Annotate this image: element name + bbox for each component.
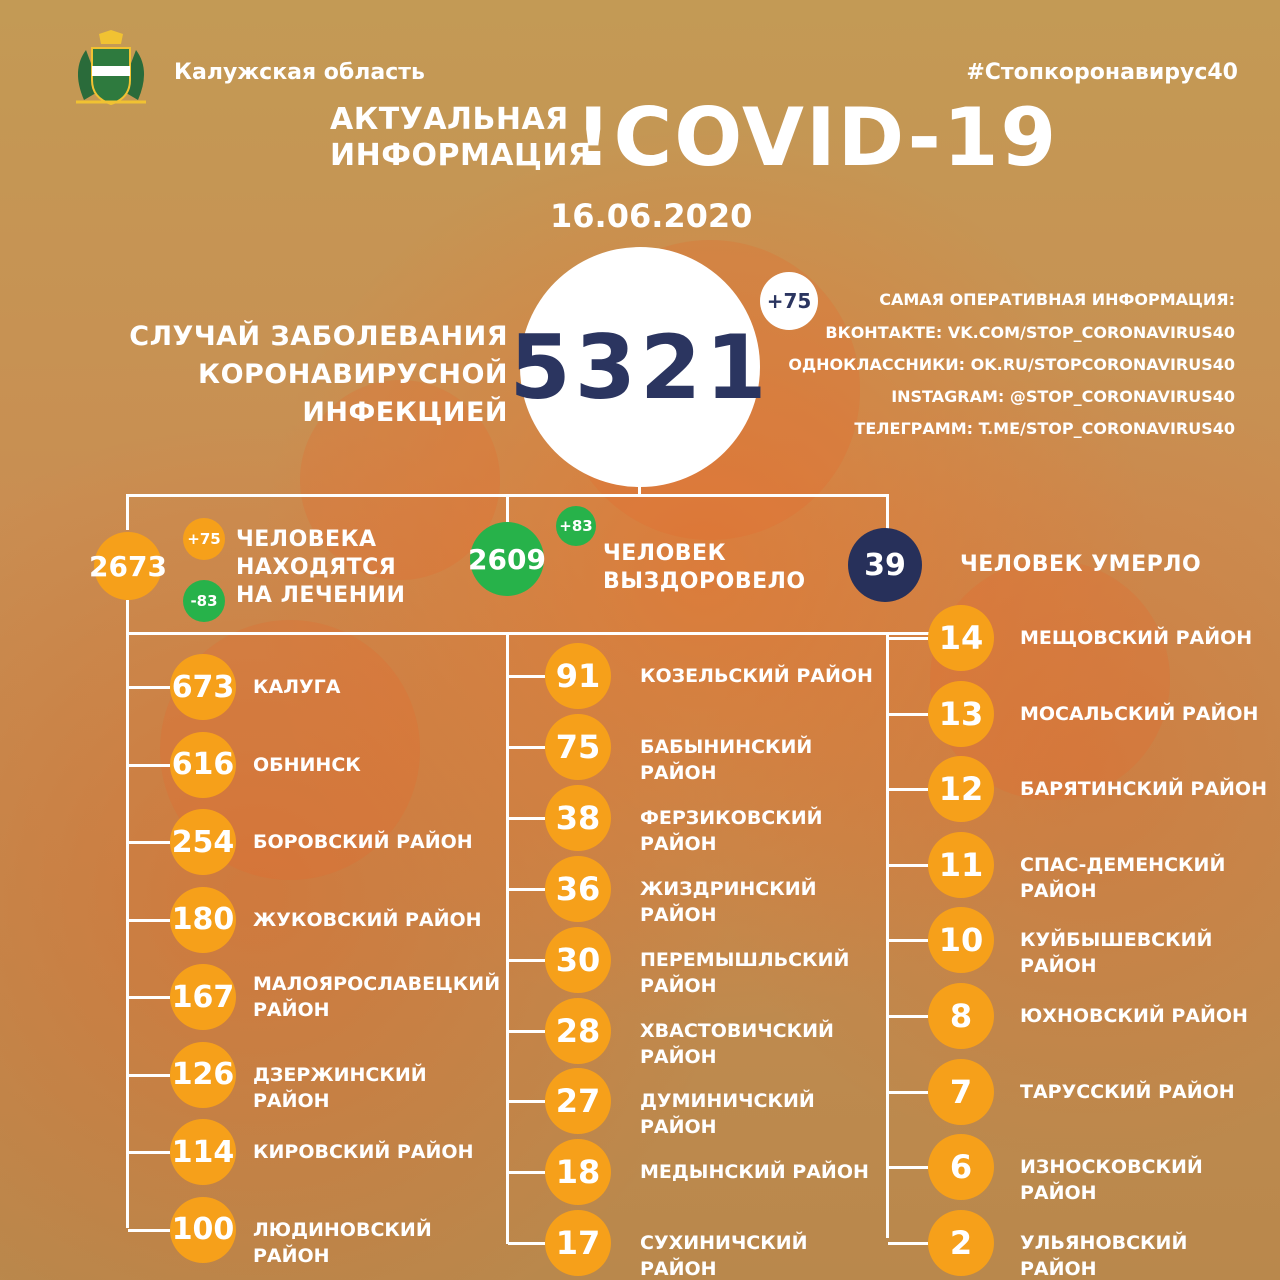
district-connector	[888, 939, 928, 942]
district-count-circle	[170, 964, 236, 1030]
connector-line	[886, 632, 889, 1238]
district-connector	[508, 959, 545, 962]
recovered-label	[603, 540, 806, 596]
district-count-value: 91	[555, 657, 601, 695]
total-delta-badge	[760, 272, 818, 330]
district-connector	[508, 1171, 545, 1174]
report-date: 16.06.2020	[550, 197, 753, 235]
died-count-circle	[848, 528, 922, 602]
district-name: БОРОВСКИЙ РАЙОН	[253, 831, 473, 853]
district-count-value: 167	[171, 979, 235, 1015]
district-connector	[128, 1229, 170, 1232]
district-count-circle	[928, 1210, 994, 1276]
connector-line	[126, 600, 129, 636]
district-count-circle	[928, 756, 994, 822]
district-name: КИРОВСКИЙ РАЙОН	[253, 1141, 474, 1163]
district-count-circle	[928, 907, 994, 973]
district-count-circle	[170, 654, 236, 720]
district-connector	[888, 788, 928, 791]
district-count-value: 7	[949, 1072, 973, 1111]
died-count-value: 39	[864, 547, 906, 583]
treatment-label-line-1: ЧЕЛОВЕКА	[236, 527, 377, 552]
district-name: ЛЮДИНОВСКИЙ РАЙОН	[253, 1218, 432, 1267]
district-count-value: 27	[555, 1082, 601, 1121]
district-connector	[128, 1074, 170, 1077]
district-count-value: 6	[949, 1148, 973, 1187]
info-heading: САМАЯ ОПЕРАТИВНАЯ ИНФОРМАЦИЯ:	[879, 290, 1235, 309]
connector-line	[126, 494, 129, 530]
recovered-label-line-1: ЧЕЛОВЕК	[603, 541, 727, 566]
treatment-count-value: 2673	[89, 549, 167, 583]
district-connector	[508, 746, 545, 749]
district-count-value: 13	[938, 694, 984, 733]
treatment-minus-badge	[183, 580, 225, 622]
district-count-circle	[928, 1134, 994, 1200]
treatment-count-circle	[89, 532, 167, 600]
district-count-circle	[170, 1042, 236, 1108]
district-count-circle	[545, 714, 611, 780]
district-count-circle	[928, 1059, 994, 1125]
district-name: БАРЯТИНСКИЙ РАЙОН	[1020, 778, 1267, 801]
district-count-circle	[170, 809, 236, 875]
district-name: ТАРУССКИЙ РАЙОН	[1020, 1080, 1235, 1103]
district-name: ОБНИНСК	[253, 753, 361, 776]
info-ok[interactable]: ОДНОКЛАССНИКИ: OK.RU/STOPCORONAVIRUS40	[788, 355, 1235, 374]
district-count-circle	[545, 1068, 611, 1134]
connector-line	[126, 632, 129, 1228]
district-count-circle	[170, 732, 236, 798]
connector-line	[506, 632, 509, 1244]
died-label: ЧЕЛОВЕК УМЕРЛО	[960, 552, 1202, 577]
district-count-value: 12	[938, 770, 984, 809]
district-count-value: 18	[555, 1153, 601, 1192]
district-count-circle	[545, 856, 611, 922]
total-cases-value: 5321	[509, 315, 771, 419]
district-name: КУЙБЫШЕВСКИЙ РАЙОН	[1020, 929, 1213, 978]
district-count-circle	[545, 785, 611, 851]
district-count-circle	[545, 1210, 611, 1276]
district-connector	[128, 919, 170, 922]
district-name: УЛЬЯНОВСКИЙ РАЙОН	[1020, 1231, 1188, 1280]
recovered-count-value: 2609	[468, 542, 546, 576]
district-name: СУХИНИЧСКИЙ РАЙОН	[640, 1232, 808, 1280]
recovered-plus-value: +83	[559, 517, 593, 535]
district-count-value: 36	[555, 869, 601, 908]
district-connector	[128, 764, 170, 767]
district-connector	[888, 637, 928, 640]
district-count-circle	[170, 887, 236, 953]
district-connector	[888, 1166, 928, 1169]
district-name: МЕДЫНСКИЙ РАЙОН	[640, 1161, 869, 1184]
district-connector	[508, 1242, 545, 1245]
total-delta-value: +75	[766, 289, 812, 313]
district-count-value: 100	[171, 1212, 235, 1247]
district-name: ЮХНОВСКИЙ РАЙОН	[1020, 1005, 1248, 1027]
district-connector	[888, 864, 928, 867]
coat-of-arms-icon	[66, 30, 156, 112]
district-name: МОСАЛЬСКИЙ РАЙОН	[1020, 702, 1259, 725]
district-name: КАЛУГА	[253, 676, 341, 698]
total-label-line-1: СЛУЧАЙ ЗАБОЛЕВАНИЯ	[129, 321, 508, 352]
district-connector	[128, 996, 170, 999]
title-covid: !COVID-19	[575, 91, 1059, 184]
district-count-value: 11	[938, 845, 984, 884]
hashtag: #Стопкоронавирус40	[966, 60, 1238, 85]
district-count-circle	[170, 1197, 236, 1263]
region-name: Калужская область	[174, 60, 425, 85]
treatment-plus-badge	[183, 518, 225, 560]
district-count-value: 673	[171, 669, 235, 705]
district-count-circle	[928, 983, 994, 1049]
district-count-value: 2	[949, 1223, 973, 1262]
district-count-circle	[928, 832, 994, 898]
district-name: МЕЩОВСКИЙ РАЙОН	[1020, 627, 1253, 649]
treatment-minus-value: -83	[190, 592, 218, 610]
district-count-value: 8	[949, 997, 973, 1035]
district-count-value: 616	[171, 747, 235, 782]
info-vk[interactable]: ВКОНТАКТЕ: VK.COM/STOP_CORONAVIRUS40	[825, 323, 1235, 342]
district-count-circle	[170, 1119, 236, 1185]
treatment-plus-value: +75	[187, 530, 221, 548]
district-count-value: 75	[555, 727, 601, 766]
title-small	[330, 102, 592, 174]
district-connector	[888, 713, 928, 716]
district-connector	[508, 817, 545, 820]
district-name: ПЕРЕМЫШЛЬСКИЙ РАЙОН	[640, 948, 850, 997]
total-cases-circle	[509, 247, 771, 487]
treatment-label-line-2: НАХОДЯТСЯ	[236, 555, 397, 580]
info-telegram[interactable]: ТЕЛЕГРАММ: T.ME/STOP_CORONAVIRUS40	[854, 419, 1235, 438]
recovered-label-line-2: ВЫЗДОРОВЕЛО	[603, 569, 806, 594]
treatment-label	[236, 526, 405, 610]
district-name: ДУМИНИЧСКИЙ РАЙОН	[640, 1090, 815, 1139]
district-connector	[508, 1100, 545, 1103]
district-count-value: 114	[171, 1134, 235, 1170]
district-name: МАЛОЯРОСЛАВЕЦКИЙ РАЙОН	[253, 973, 501, 1021]
recovered-plus-badge	[556, 506, 596, 546]
district-name: ЖУКОВСКИЙ РАЙОН	[253, 908, 482, 931]
district-name: ХВАСТОВИЧСКИЙ РАЙОН	[640, 1019, 834, 1068]
district-count-value: 126	[171, 1057, 235, 1092]
district-count-circle	[928, 605, 994, 671]
connector-line	[126, 632, 934, 635]
district-connector	[128, 1151, 170, 1154]
district-count-value: 10	[938, 921, 984, 960]
district-name: СПАС-ДЕМЕНСКИЙ РАЙОН	[1020, 853, 1226, 902]
district-name: БАБЫНИНСКИЙ РАЙОН	[640, 735, 813, 784]
district-connector	[888, 1242, 928, 1245]
district-count-value: 180	[171, 902, 235, 937]
district-name: ИЗНОСКОВСКИЙ РАЙОН	[1020, 1156, 1203, 1205]
district-count-value: 17	[555, 1224, 601, 1263]
total-label	[40, 318, 508, 432]
district-count-value: 28	[555, 1011, 601, 1050]
district-name: ФЕРЗИКОВСКИЙ РАЙОН	[640, 806, 823, 855]
district-connector	[128, 686, 170, 689]
district-count-circle	[545, 643, 611, 709]
district-name: ДЗЕРЖИНСКИЙ РАЙОН	[253, 1063, 427, 1112]
district-connector	[128, 841, 170, 844]
district-connector	[508, 1030, 545, 1033]
connector-line	[506, 494, 509, 524]
district-connector	[508, 888, 545, 891]
recovered-count-circle	[470, 522, 544, 596]
district-count-circle	[928, 681, 994, 747]
district-name: ЖИЗДРИНСКИЙ РАЙОН	[640, 877, 817, 926]
district-connector	[508, 675, 545, 678]
district-count-value: 14	[938, 619, 984, 657]
total-label-line-2: КОРОНАВИРУСНОЙ ИНФЕКЦИЕЙ	[198, 359, 508, 428]
district-connector	[888, 1015, 928, 1018]
district-count-circle	[545, 1139, 611, 1205]
district-name: КОЗЕЛЬСКИЙ РАЙОН	[640, 665, 873, 687]
district-connector	[888, 1091, 928, 1094]
info-instagram[interactable]: INSTAGRAM: @STOP_CORONAVIRUS40	[891, 387, 1235, 406]
district-count-value: 38	[555, 798, 601, 837]
district-count-value: 30	[555, 940, 601, 979]
title-line-2: ИНФОРМАЦИЯ	[330, 138, 592, 173]
title-line-1: АКТУАЛЬНАЯ	[330, 102, 569, 137]
district-count-value: 254	[171, 824, 235, 860]
district-count-circle	[545, 927, 611, 993]
treatment-label-line-3: НА ЛЕЧЕНИИ	[236, 583, 406, 608]
district-count-circle	[545, 998, 611, 1064]
